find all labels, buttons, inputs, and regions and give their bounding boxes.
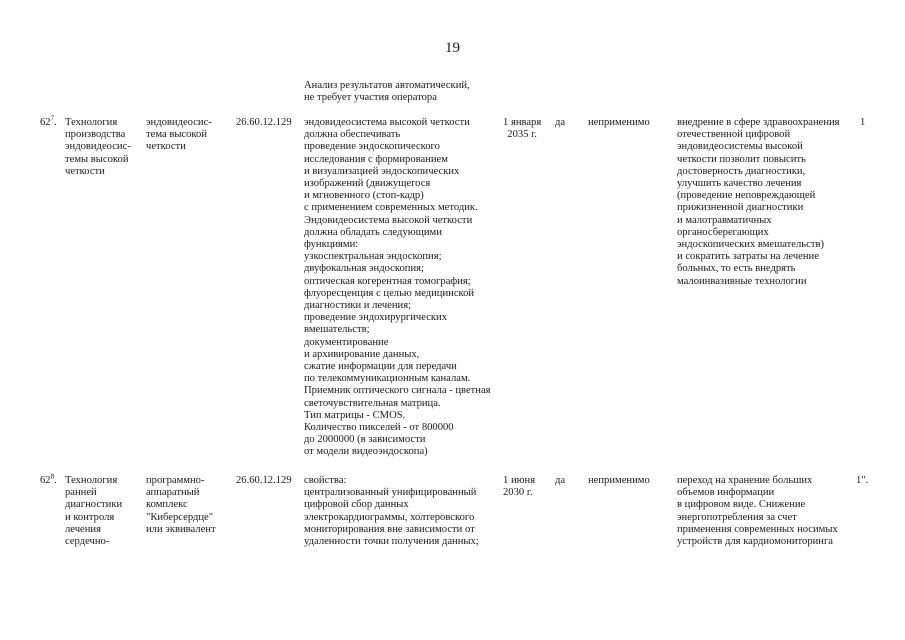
effect-cell: внедрение в сфере здравоохранения отечественной цифровой эндовидеосистемы высокой четкости позволит повысить достоверность диагностики, улучшить качество лечения (проведение неповреждающей прижизненной диагностики и малотравматичных органосберегающих эндоскопических вмешательств) и сократить затраты на лечение больных, то есть внедрять малоинвазивные технологии (677, 117, 840, 287)
code-cell: 26.60.12.129 (236, 117, 292, 128)
product-cell: эндовидеосис- тема высокой четкости (146, 117, 212, 153)
yes-cell: да (555, 117, 566, 128)
product-cell: программно- аппаратный комплекс "Киберсердце" или эквивалент (146, 475, 216, 535)
description-cell: эндовидеосистема высокой четкости должна обеспечивать проведение эндоскопического исследования с формированием и визуализацией эндоскопических изображений (движущегося и мгновенного (стоп-кадр) с применением современных методик. Эндовидеосистема высокой четкости должна обладать следующими функциями: узкоспектральная эндоскопия; двуфокальная эндоскопия; оптическая когерентная томография; флуоресценция с целью медицинской диагностики и лечения; проведение эндохирургических вмешательств; документирование и архивирование данных, сжатие информации для передачи по телекоммуникационным каналам. Приемник оптического сигнала - цветная светочувствительная матрица. Тип матрицы - CMOS. Количество пикселей - от 800000 до 2000000 (в зависимости от модели видеоэндоскопа) (304, 117, 491, 458)
technology-cell: Технология ранней диагностики и контроля лечения сердечно- (65, 475, 123, 548)
code-cell: 26.60.12.129 (236, 475, 292, 486)
continuation-text: Анализ результатов автоматический, не требует участия оператора (304, 80, 470, 104)
not-applicable-cell: неприменимо (588, 475, 650, 486)
last-cell: 1". (856, 475, 869, 486)
not-applicable-cell: неприменимо (588, 117, 650, 128)
effect-cell: переход на хранение больших объемов информации в цифровом виде. Снижение энергопотребления за счет применения современных носимых устройств для кардиомониторинга (677, 475, 838, 548)
last-cell: 1 (860, 117, 866, 128)
date-cell: 1 января 2035 г. (503, 117, 542, 141)
description-cell: свойства: централизованный унифицированный цифровой сбор данных электрокардиограммы, холтеровского мониторирования вне зависимости от удаленности точки получения данных; (304, 475, 479, 548)
technology-cell: Технология производства эндовидеосис- темы высокой четкости (65, 117, 131, 177)
yes-cell: да (555, 475, 566, 486)
row-number: $62^7$. (40, 114, 57, 128)
date-cell: 1 июня 2030 г. (503, 475, 536, 499)
page-number: 19 (445, 40, 460, 56)
row-number: $62^8$. (40, 472, 57, 486)
